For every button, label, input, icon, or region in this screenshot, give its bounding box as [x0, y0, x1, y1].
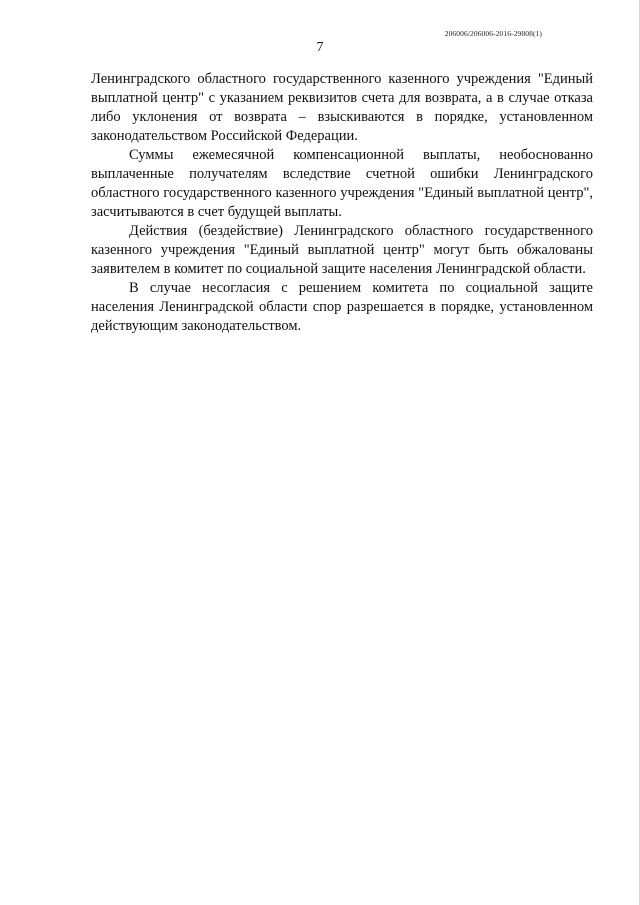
paragraph-overpayment-offset: Суммы ежемесячной компенсационной выплаты, необоснованно выплаченные получателям вследствие счетной ошибки Ленинградского областного государственного казенного учреждения "Единый выплатной центр", засчитываются в счет будущей выплаты. [91, 147, 593, 220]
paragraph-appeal-actions: Действия (бездействие) Ленинградского областного государственного казенного учреждения "Единый выплатной центр" могут быть обжалованы заявителем в комитет по социальной защите населения Ленинградской области. [91, 223, 593, 277]
page-number: 7 [316, 40, 324, 55]
paragraph-return-procedure: Ленинградского областного государственного казенного учреждения "Единый выплатной центр" с указанием реквизитов счета для возврата, а в случае отказа либо уклонения от возврата – взыскиваются в порядке, установленном законодательством Российской Федерации. [91, 71, 593, 144]
paragraph-dispute-resolution: В случае несогласия с решением комитета по социальной защите населения Ленинградской области спор разрешается в порядке, установленном действующим законодательством. [91, 280, 593, 334]
document-id: 206006/206006-2016-29808(1) [444, 29, 542, 38]
document-body [91, 70, 593, 336]
